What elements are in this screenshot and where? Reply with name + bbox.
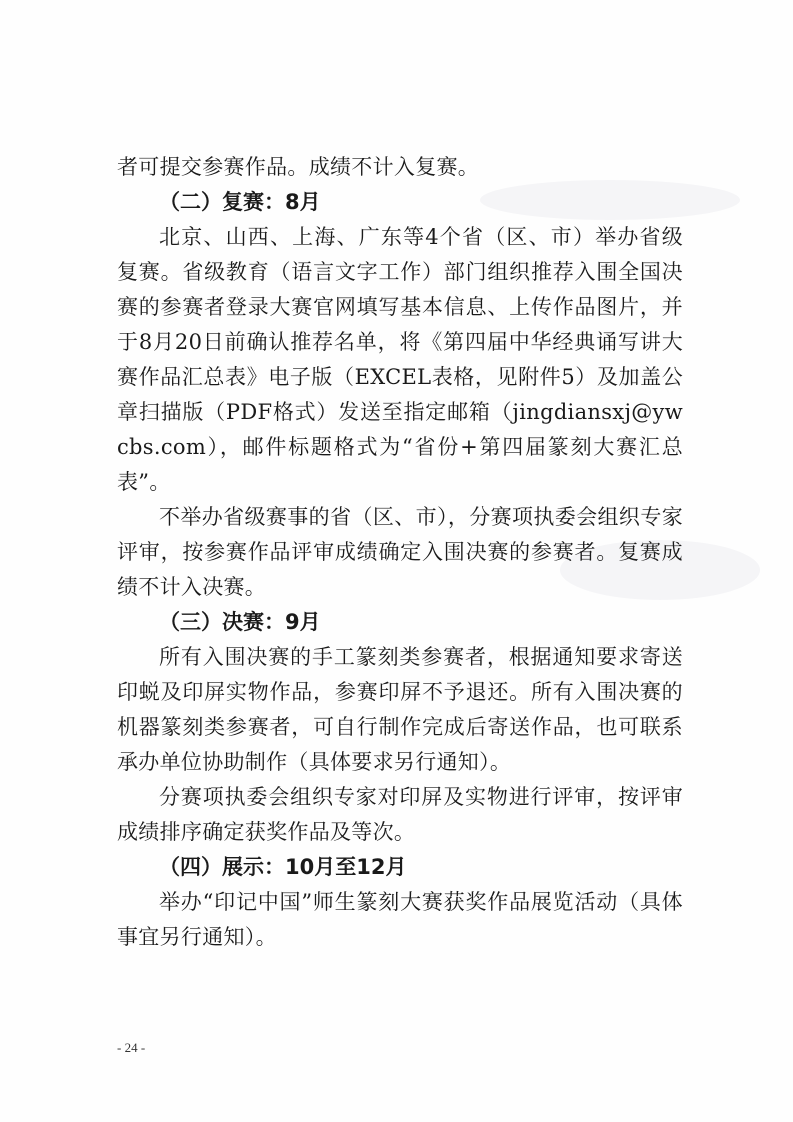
paragraph-final-submission: 所有入围决赛的手工篆刻类参赛者，根据通知要求寄送印蜕及印屏实物作品，参赛印屏不予退还。所有入围决赛的机器篆刻类参赛者，可自行制作完成后寄送作品，也可联系承办单位协助制作（具体要求另行通知）。 — [117, 645, 683, 774]
paragraph-exhibition: 举办“印记中国”师生篆刻大赛获奖作品展览活动（具体事宜另行通知）。 — [117, 890, 683, 949]
paragraph-semifinal-review: 不举办省级赛事的省（区、市），分赛项执委会组织专家评审，按参赛作品评审成绩确定入围决赛的参赛者。复赛成绩不计入决赛。 — [117, 505, 683, 599]
page-number: - 24 - — [117, 1040, 146, 1055]
section-heading-exhibition: （四）展示：10月至12月 — [159, 855, 407, 879]
paragraph-final-review: 分赛项执委会组织专家对印屏及实物进行评审，按评审成绩排序确定获奖作品及等次。 — [117, 785, 683, 844]
section-heading-semifinal: （二）复赛：8月 — [159, 190, 321, 214]
paragraph-semifinal-provinces: 北京、山西、上海、广东等4个省（区、市）举办省级复赛。省级教育（语言文字工作）部门组织推荐入围全国决赛的参赛者登录大赛官网填写基本信息、上传作品图片，并于8月20日前确认推荐名单，将《第四届中华经典诵写讲大赛作品汇总表》电子版（EXCEL表格，见附件5）及加盖公章扫描版（PDF格式）发送至指定邮箱（jingdiansxj@ywcbs.com），邮件标题格式为“省份+第四届篆刻大赛汇总表”。 — [117, 225, 683, 494]
document-body — [117, 150, 683, 955]
paragraph-continuation: 者可提交参赛作品。成绩不计入复赛。 — [117, 155, 480, 179]
section-heading-final: （三）决赛：9月 — [159, 610, 321, 634]
